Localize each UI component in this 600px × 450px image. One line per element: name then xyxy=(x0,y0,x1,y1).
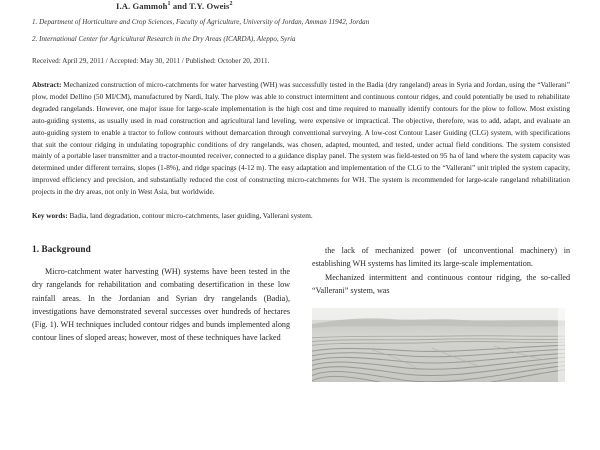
author-affiliation-marker-1: 1 xyxy=(167,1,171,8)
figure-contour-ridges-photo xyxy=(312,308,565,382)
body-columns xyxy=(28,244,572,382)
figure-photo-graphic xyxy=(312,308,565,382)
keywords-label: Key words: xyxy=(32,212,68,221)
author-affiliation-marker-2: 2 xyxy=(229,1,233,8)
author-names: I.A. Gammoh xyxy=(116,1,168,11)
abstract-text: Mechanized construction of micro-catchments for water harvesting (WH) was successfully tested in the Badia (dry rangeland) areas in Syria and Jordan, using the “Vallerani” plow, model Dellino (50 MI/CM), manufactured by Nardi, Italy. The plow was able to construct intermittent and continuous contour ridges, and could potentially be used to rehabilitate degraded rangelands. However, one major issue for large-scale implementation is the high cost and time required to manually identify contours for the plow to follow. Most existing auto-guiding systems, as usually used in road construction and agricultural land leveling, were expensive or impractical. The objective, therefore, was to add, adapt, and evaluate an auto-guiding system to enable a tractor to follow contours without demarcation through conventional surveying. A low-cost Contour Laser Guiding (CLG) system, with specifications that suit the contour ridging in undulating topographic conditions of dry rangelands, was chosen, adapted, mounted, and tested, under actual field conditions. The system consisted mainly of a portable laser transmitter and a tractor-mounted receiver, connected to a guidance display panel. The system was field-tested on 95 ha of land where the system capacity was determined under different terrains, slopes (1-8%), and ridge spacings (4-12 m). The easy adaptation and implementation of the CLG to the “Vallerani” unit tripled the system capacity, improved efficiency and precision, and substantially reduced the cost of constructing micro-catchments for WH. The system is recommended for large-scale rangeland rehabilitation projects in the dry areas, not only in West Asia, but worldwide. xyxy=(32,81,570,197)
affiliation-1: 1. Department of Horticulture and Crop Sciences, Faculty of Agriculture, University of Jordan, Amman 11942, Jordan xyxy=(32,18,370,26)
column-right xyxy=(312,244,570,382)
publication-history: Received: April 29, 2011 / Accepted: May 30, 2011 / Published: October 20, 2011. xyxy=(32,57,270,65)
paragraph-right-1: the lack of mechanized power (of unconventional machinery) in establishing WH systems has limited its large-scale implementation. xyxy=(312,245,570,269)
column-left xyxy=(32,244,290,382)
section-heading-background: 1. Background xyxy=(32,243,91,254)
abstract-label: Abstract: xyxy=(32,81,62,89)
paragraph-right-2: Mechanized intermittent and continuous contour ridging, the so-called “Vallerani” system, was xyxy=(312,272,570,295)
keywords-text: Badia, land degradation, contour micro-catchments, laser guiding, Vallerani system. xyxy=(67,212,313,221)
author-line xyxy=(28,0,572,11)
author-conjunction: and T.Y. Oweis xyxy=(170,1,230,11)
keywords-block xyxy=(28,199,572,223)
abstract-block xyxy=(28,65,572,199)
affiliation-2: 2. International Center for Agricultural Research in the Dry Areas (ICARDA), Aleppo, Syria xyxy=(32,35,296,43)
paragraph-left-1: Micro-catchment water harvesting (WH) systems have been tested in the dry rangelands for rehabilitation and combating desertification in these low rainfall areas. In the Jordanian and Syrian dry rangelands (Badia), investigations have demonstrated several successes over hundreds of hectares (Fig. 1). WH techniques included contour ridges and bunds implemented along contour lines of sloped areas; however, most of these techniques have lacked xyxy=(32,266,290,343)
